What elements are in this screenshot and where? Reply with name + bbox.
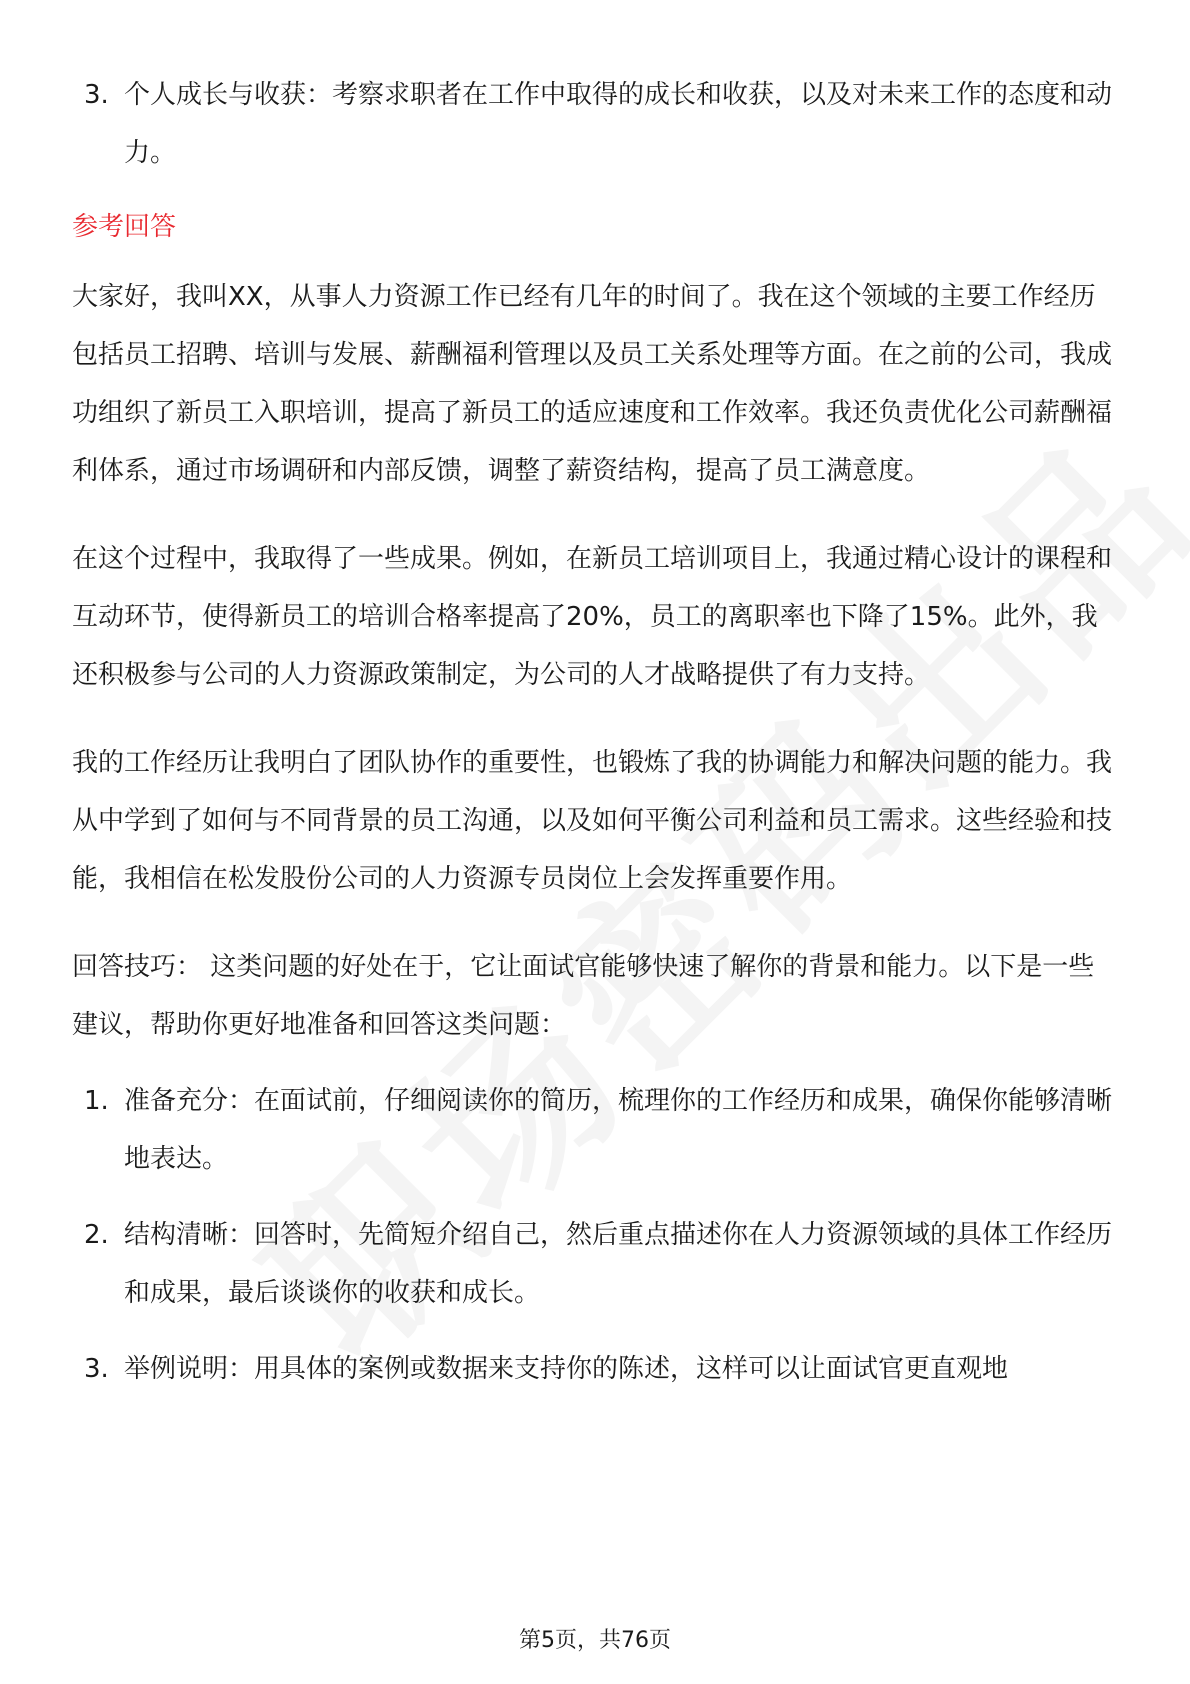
list-text: 准备充分：在面试前，仔细阅读你的简历，梳理你的工作经历和成果，确保你能够清晰地表达。 [124, 1086, 1113, 1174]
page-content [72, 66, 1120, 1398]
paragraph-results: 在这个过程中，我取得了一些成果。例如，在新员工培训项目上，我通过精心设计的课程和互动环节，使得新员工的培训合格率提高了20%，员工的离职率也下降了15%。此外，我还积极参与公司的人力资源政策制定，为公司的人才战略提供了有力支持。 [72, 544, 1113, 690]
list-text: 结构清晰：回答时，先简短介绍自己，然后重点描述你在人力资源领域的具体工作经历和成果，最后谈谈你的收获和成长。 [124, 1220, 1113, 1308]
page-footer: 第5页，共76页 [519, 1628, 671, 1653]
list-number: 3. [84, 1354, 109, 1384]
list-item [72, 1340, 1120, 1398]
list-number: 3. [84, 80, 109, 110]
list-number: 2. [84, 1220, 109, 1250]
list-item [72, 66, 1120, 182]
paragraph-intro: 大家好，我叫XX，从事人力资源工作已经有几年的时间了。我在这个领域的主要工作经历包括员工招聘、培训与发展、薪酬福利管理以及员工关系处理等方面。在之前的公司，我成功组织了新员工入职培训，提高了新员工的适应速度和工作效率。我还负责优化公司薪酬福利体系，通过市场调研和内部反馈，调整了薪资结构，提高了员工满意度。 [72, 282, 1113, 486]
list-number: 1. [84, 1086, 109, 1116]
list-item [72, 1072, 1120, 1188]
paragraph-tips-intro: 回答技巧： 这类问题的好处在于，它让面试官能够快速了解你的背景和能力。以下是一些建议，帮助你更好地准备和回答这类问题： [72, 952, 1095, 1040]
paragraph-lessons: 我的工作经历让我明白了团队协作的重要性，也锻炼了我的协调能力和解决问题的能力。我从中学到了如何与不同背景的员工沟通，以及如何平衡公司利益和员工需求。这些经验和技能，我相信在松发股份公司的人力资源专员岗位上会发挥重要作用。 [72, 748, 1113, 894]
list-text: 举例说明：用具体的案例或数据来支持你的陈述，这样可以让面试官更直观地 [124, 1354, 1009, 1384]
answer-heading: 参考回答 [72, 212, 177, 242]
list-text: 个人成长与收获：考察求职者在工作中取得的成长和收获，以及对未来工作的态度和动力。 [124, 80, 1113, 168]
list-item [72, 1206, 1120, 1322]
